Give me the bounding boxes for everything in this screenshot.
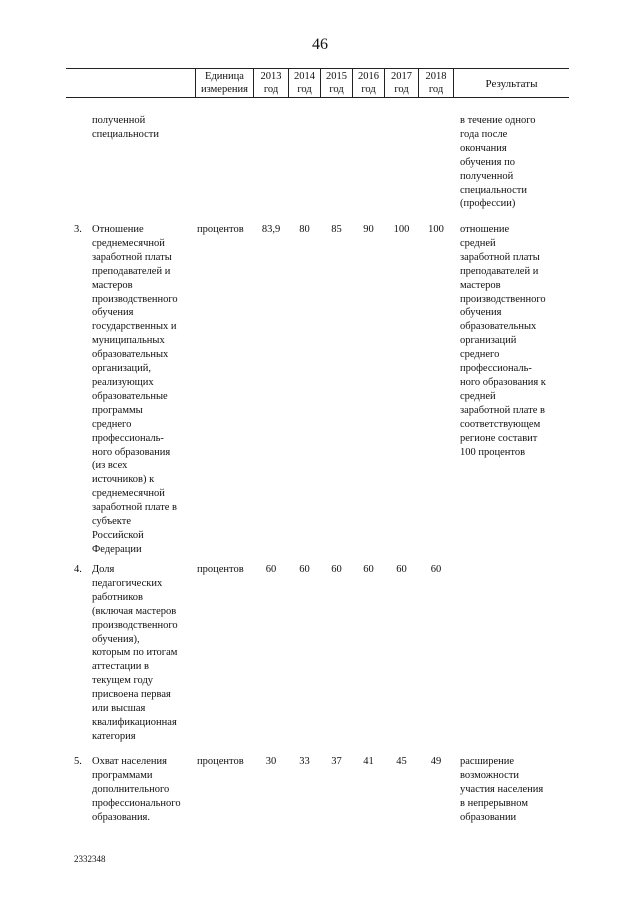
value-2016: 90 (363, 224, 374, 235)
text-line: заработной плате в (92, 502, 177, 514)
year-label: 2013 (260, 71, 282, 82)
text-line: государственных и (92, 321, 177, 333)
value-2014: 33 (299, 756, 310, 767)
text-line: муниципальных (92, 335, 165, 347)
text-line: (профессии) (460, 198, 516, 210)
unit-header-line: измерения (201, 84, 248, 95)
unit-header-line: Единица (205, 71, 244, 82)
text-line: 100 процентов (460, 446, 526, 458)
text-line: отношение (460, 224, 510, 235)
result-cell (460, 755, 543, 825)
text-line: регионе составит (460, 432, 538, 444)
text-line: организаций (460, 335, 517, 347)
text-line: обучения (92, 307, 134, 319)
text-line: в непрерывном (460, 797, 528, 809)
value-2018: 60 (430, 564, 442, 575)
text-line: окончания (460, 142, 507, 154)
unit-cell: процентов (197, 224, 244, 235)
text-line: расширение (460, 756, 515, 767)
value-2018: 49 (430, 756, 442, 767)
page-number: 46 (312, 36, 328, 53)
text-line: или высшая (92, 703, 146, 715)
value-2015: 60 (331, 564, 342, 575)
text-line: Отношение (92, 224, 144, 235)
text-line: дополнительного (92, 783, 170, 795)
text-line: обучения по (460, 156, 515, 168)
year-word: год (263, 84, 279, 95)
year-word: год (297, 84, 312, 95)
text-line: соответствующем (460, 418, 541, 430)
text-line: заработной плате в (460, 404, 545, 416)
text-line: Федерации (92, 543, 142, 555)
text-line: заработной платы (92, 251, 172, 263)
value-2013: 83,9 (261, 224, 281, 235)
year-label: 2017 (391, 71, 412, 82)
value-2014: 60 (299, 564, 310, 575)
text-line: ного образования к (460, 376, 546, 388)
text-line: профессиональ- (460, 363, 532, 375)
value-2014: 80 (299, 224, 310, 235)
table-header-bottom-rule (66, 97, 569, 98)
text-line: специальности (460, 184, 527, 196)
text-line: в течение одного (460, 115, 536, 126)
year-column-header (353, 70, 384, 96)
text-line: средней (460, 237, 496, 249)
text-line: программы (92, 404, 143, 416)
value-2013: 30 (265, 756, 277, 767)
text-line: образования. (92, 811, 151, 823)
value-2013: 60 (265, 564, 277, 575)
text-line: ного образования (92, 446, 171, 458)
text-line: возможности (460, 769, 520, 781)
results-column-header: Результаты (485, 78, 538, 90)
year-column-header (385, 70, 418, 96)
year-column-header (419, 70, 453, 96)
indicator-cell (92, 223, 178, 557)
text-line: среднемесячной (92, 237, 165, 249)
text-line: профессионального (92, 797, 181, 809)
unit-column-header (196, 70, 253, 96)
value-2015: 85 (331, 224, 342, 235)
text-line: производственного (92, 619, 178, 631)
text-line: (включая мастеров (92, 605, 177, 617)
row-number: 3. (74, 224, 82, 235)
text-line: среднемесячной (92, 488, 165, 500)
row-number: 5. (74, 756, 82, 767)
value-2015: 37 (331, 756, 342, 767)
value-2017: 60 (396, 564, 407, 575)
text-line: программами (92, 769, 153, 781)
text-line: участия населения (460, 783, 544, 795)
text-line: преподавателей и (92, 265, 171, 277)
text-line: полученной (92, 115, 146, 126)
text-line: образовании (460, 811, 517, 823)
year-column-header (321, 70, 352, 96)
text-line: (из всех (92, 460, 128, 472)
continuation-result (460, 114, 536, 211)
text-line: образовательные (92, 390, 168, 402)
text-line: обучения (460, 307, 502, 319)
text-line: которым по итогам (92, 647, 178, 659)
value-2017: 100 (393, 224, 410, 235)
text-line: педагогических (92, 577, 163, 589)
continuation-indicator (92, 114, 159, 142)
year-column-header (289, 70, 320, 96)
table-top-rule (66, 68, 569, 69)
text-line: образовательных (460, 321, 537, 333)
text-line: источников) к (92, 474, 155, 486)
text-line: Доля (92, 564, 115, 575)
year-column-header (254, 70, 288, 96)
text-line: мастеров (460, 279, 501, 291)
text-line: образовательных (92, 349, 169, 361)
unit-cell: процентов (197, 564, 244, 575)
result-cell (460, 223, 546, 459)
text-line: специальности (92, 128, 159, 140)
text-line: присвоена первая (92, 689, 171, 701)
text-line: Российской (92, 529, 144, 541)
year-word: год (329, 84, 344, 95)
year-label: 2018 (425, 71, 447, 82)
year-word: год (361, 84, 376, 95)
indicator-cell (92, 755, 181, 825)
text-line: обучения), (92, 633, 140, 645)
year-word: год (428, 84, 444, 95)
row-number: 4. (74, 564, 82, 575)
text-line: категория (92, 730, 136, 742)
text-line: среднего (92, 418, 132, 430)
text-line: производственного (92, 293, 178, 305)
text-line: преподавателей и (460, 265, 539, 277)
text-line: мастеров (92, 279, 133, 291)
value-2016: 60 (363, 564, 374, 575)
value-2018: 100 (428, 224, 444, 235)
text-line: реализующих (92, 376, 154, 388)
text-line: аттестации в (92, 661, 149, 673)
value-2017: 45 (396, 756, 407, 767)
year-label: 2016 (358, 71, 379, 82)
text-line: работников (92, 591, 143, 603)
text-line: субъекте (92, 516, 132, 528)
text-line: средней (460, 390, 496, 402)
text-line: производственного (460, 293, 546, 305)
indicator-cell (92, 563, 178, 744)
text-line: квалификационная (92, 716, 177, 728)
year-label: 2015 (326, 71, 347, 82)
text-line: Охват населения (92, 756, 167, 767)
year-label: 2014 (294, 71, 315, 82)
text-line: профессиональ- (92, 432, 164, 444)
text-line: полученной (460, 170, 514, 182)
text-line: текущем году (92, 675, 154, 687)
text-line: заработной платы (460, 251, 540, 263)
document-code: 2332348 (74, 854, 106, 864)
text-line: среднего (460, 349, 500, 361)
unit-cell: процентов (197, 756, 244, 767)
text-line: года после (460, 128, 508, 140)
text-line: организаций, (92, 363, 151, 375)
value-2016: 41 (363, 756, 374, 767)
year-word: год (394, 84, 409, 95)
